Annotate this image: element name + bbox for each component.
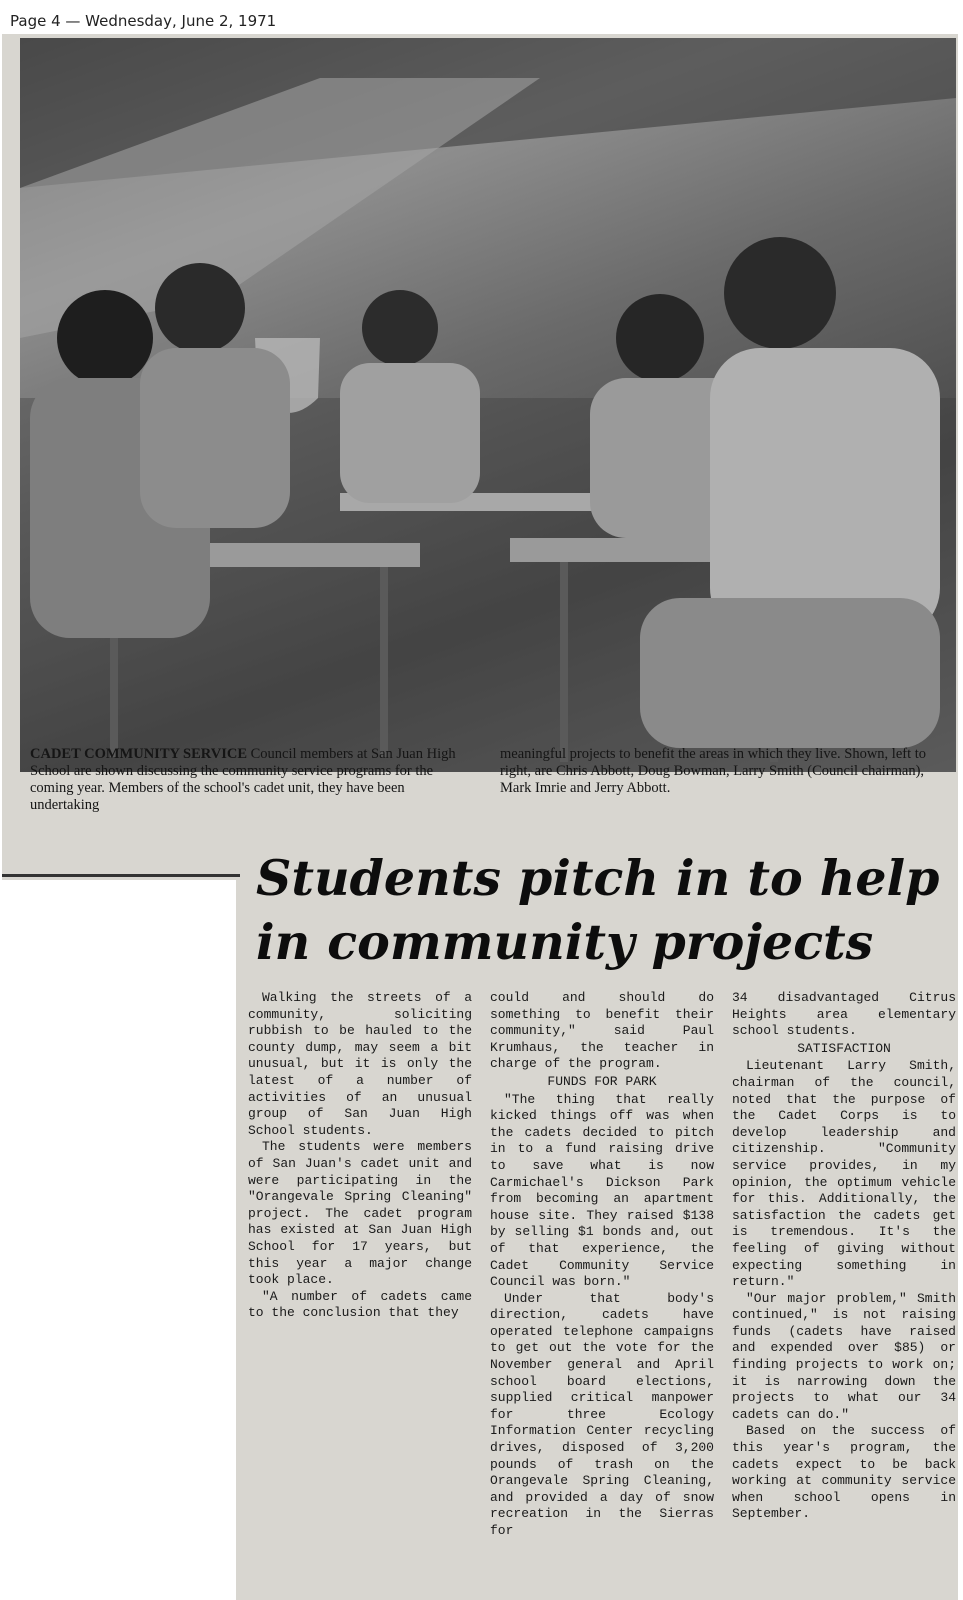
paragraph: Lieutenant Larry Smith, chairman of the council, noted that the purpose of the Cadet Corps is to develop leadership and citizenship. "Community service provides, in my opinion, the optimum vehicle for this. Additionally, the satisfaction the cadets get is tremendous. It's the feeling of giving without expecting something in return." bbox=[732, 1058, 956, 1290]
caption-left-text: Council members at San Juan High School are shown discussing the community service programs for the coming year. Members of the school's cadet unit, they have been undertaking bbox=[30, 746, 456, 813]
paragraph: The students were members of San Juan's cadet unit and were participating in the "Orangevale Spring Cleaning" project. The cadet program has existed at San Juan High School for 17 years, but this year a major change took place. bbox=[248, 1139, 472, 1288]
photo-image bbox=[20, 38, 956, 772]
article-column-1 bbox=[248, 990, 472, 1540]
paragraph: 34 disadvantaged Citrus Heights area elementary school students. bbox=[732, 990, 956, 1039]
divider-rule bbox=[2, 874, 240, 877]
subheading-satisfaction: SATISFACTION bbox=[797, 1040, 891, 1056]
paragraph: "A number of cadets came to the conclusion that they bbox=[248, 1288, 472, 1321]
photo-scene bbox=[20, 38, 956, 772]
subheading-funds-for-park: FUNDS FOR PARK bbox=[547, 1073, 657, 1089]
caption-right: meaningful projects to benefit the areas in which they live. Shown, left to right, are Chris Abbott, Doug Bowman, Larry Smith (Council chairman), Mark Imrie and Jerry Abbott. bbox=[500, 746, 927, 796]
paragraph: "Our major problem," Smith continued," is not raising funds (cadets have raised and expended over $85) or finding projects to work on; it is narrowing down the projects to what our 34 cadets can do." bbox=[732, 1290, 956, 1422]
paragraph: could and should do something to benefit their community," said Paul Krumhaus, the teacher in charge of the program. bbox=[490, 990, 714, 1072]
photo-caption bbox=[30, 746, 950, 814]
article-body bbox=[248, 990, 956, 1540]
paragraph: "The thing that really kicked things off was when the cadets decided to pitch in to a fund raising drive to save what is now Carmichael's Dickson Park from becoming an apartment house site. They raised $138 by selling $1 bonds and, out of that experience, the Cadet Community Service Council was born." bbox=[490, 1091, 714, 1290]
article-column-3 bbox=[732, 990, 956, 1540]
caption-left bbox=[30, 746, 462, 814]
dateline: Page 4 — Wednesday, June 2, 1971 bbox=[10, 12, 277, 30]
article-column-2 bbox=[490, 990, 714, 1540]
caption-lead: CADET COMMUNITY SERVICE bbox=[30, 746, 248, 762]
paragraph: Based on the success of this year's program, the cadets expect to be back working at community service when school opens in September. bbox=[732, 1423, 956, 1522]
paragraph: Under that body's direction, cadets have operated telephone campaigns to get out the vote for the November general and April school board elections, supplied critical manpower for three Ecology Information Center recycling drives, disposed of 3,200 pounds of trash on the Orangevale Spring Cleaning, and provided a day of snow recreation in the Sierras for bbox=[490, 1290, 714, 1538]
headline: Students pitch in to help in community projects bbox=[256, 849, 940, 971]
paragraph: Walking the streets of a community, soliciting rubbish to be hauled to the county dump, may seem a bit unusual, but it is only the latest of a number of activities of an unusual group of San Juan High School students. bbox=[248, 990, 472, 1138]
